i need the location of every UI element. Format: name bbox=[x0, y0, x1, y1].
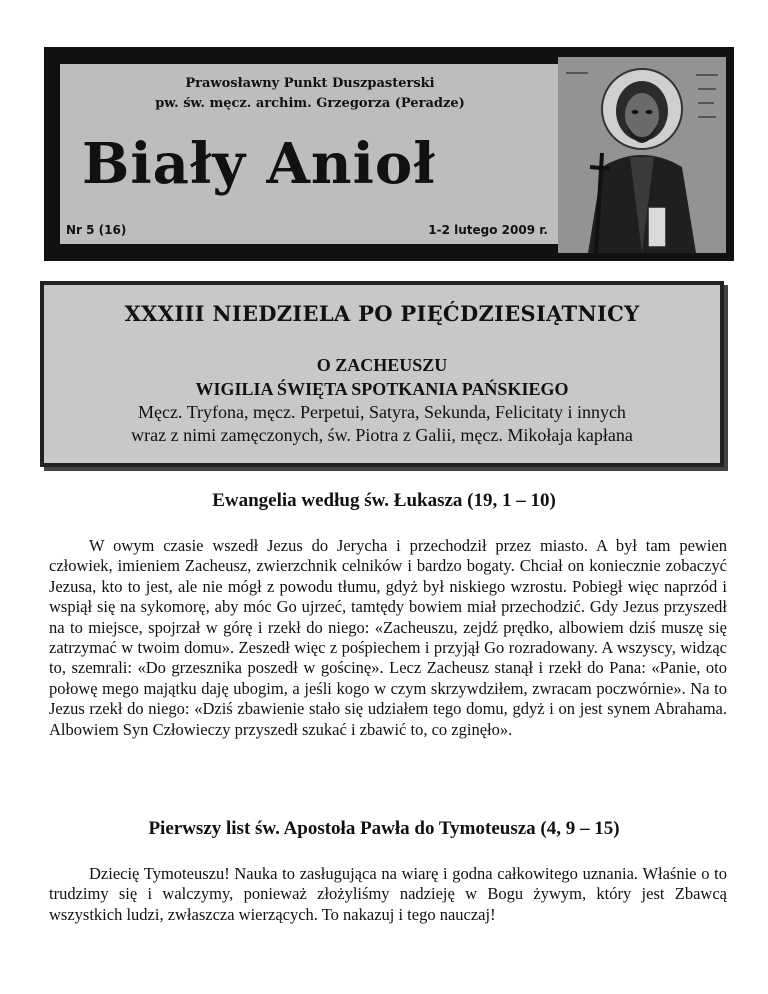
gospel-text: W owym czasie wszedł Jezus do Jerycha i przechodził przez miasto. A był tam pewien człowiek, imieniem Zacheusz, zwierzchnik celników i bardzo bogaty. Chciał on koniecznie zobaczyć Jezusa, kto to jest, ale nie mógł z powodu tłumu, gdyż był niskiego wzrostu. Pobiegł więc naprzód i wspiął się na sykomorę, aby móc Go ujrzeć, tamtędy bowiem miał przechodzić. Gdy Jezus przyszedł na to miejsce, spojrzał w górę i rzekł do niego: «Zacheuszu, zejdź prędko, albowiem dziś muszę się zatrzymać w twoim domu». Zeszedł więc z pośpiechem i przyjął Go rozradowany. A wszyscy, widząc to, szemrali: «Do grzesznika poszedł w gościnę». Lecz Zacheusz stanął i rzekł do Pana: «Panie, oto połowę mego majątku daję ubogim, a jeśli kogo w czym skrzywdziłem, zwracam poczwórnie». Na to Jezus rzekł do niego: «Dziś zbawienie stało się udziałem tego domu, gdyż i on jest synem Abrahama. Albowiem Syn Człowieczy przyszedł szukać i zbawić to, co zginęło». bbox=[49, 536, 727, 739]
issue-date: 1-2 lutego 2009 r. bbox=[428, 223, 548, 237]
saints-commemorated-continued: wraz z nimi zamęczonych, św. Piotra z Galii, męcz. Mikołaja kapłana bbox=[131, 425, 633, 445]
issue-number: Nr 5 (16) bbox=[66, 223, 127, 237]
feast-day-box bbox=[40, 281, 724, 467]
feast-vigil: WIGILIA ŚWIĘTA SPOTKANIA PAŃSKIEGO bbox=[195, 379, 569, 399]
saint-icon-image bbox=[558, 57, 726, 253]
organization-name: Prawosławny Punkt Duszpasterski bbox=[185, 76, 435, 91]
saint-portrait-icon bbox=[558, 57, 726, 253]
newsletter-title: Biały Anioł bbox=[82, 131, 436, 197]
masthead-text-panel bbox=[60, 64, 560, 244]
feast-subtitle: O ZACHEUSZU bbox=[316, 355, 448, 375]
epistle-heading: Pierwszy list św. Apostoła Pawła do Tymoteusza (4, 9 – 15) bbox=[148, 818, 620, 839]
feast-title: XXXIII NIEDZIELA PO PIĘĆDZIESIĄTNICY bbox=[124, 301, 640, 326]
saints-commemorated: Męcz. Tryfona, męcz. Perpetui, Satyra, Sekunda, Felicitaty i innych bbox=[138, 402, 626, 422]
epistle-text: Dziecię Tymoteuszu! Nauka to zasługująca na wiarę i godna całkowitego uznania. Właśnie o to trudzimy się i walczymy, ponieważ złożyliśmy nadzieję w Bogu żywym, który jest Zbawcą wszystkich ludzi, zwłaszcza wierzących. To nakazuj i tego nauczaj! bbox=[49, 864, 727, 924]
masthead bbox=[44, 47, 734, 261]
gospel-heading: Ewangelia według św. Łukasza (19, 1 – 10) bbox=[212, 490, 556, 511]
organization-patron: pw. św. męcz. archim. Grzegorza (Peradze) bbox=[155, 96, 465, 111]
